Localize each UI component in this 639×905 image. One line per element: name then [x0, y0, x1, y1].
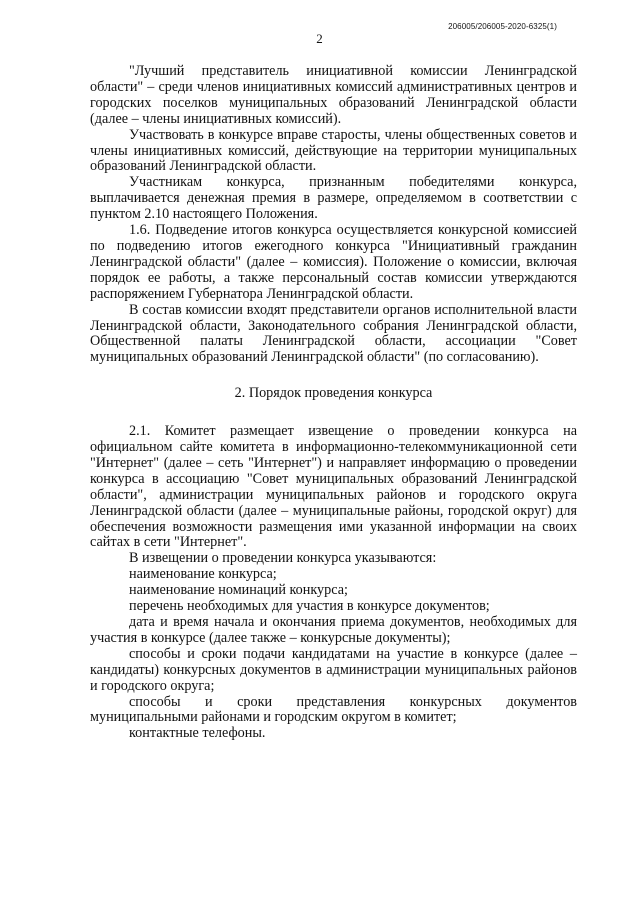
paragraph: В состав комиссии входят представители органов исполнительной власти Ленинградской области, Законодательного собрания Ленинградской области, Общественной палаты Ленинградской области, ассоциации "Совет муниципальных образований Ленинградской области" (по согласованию).	[90, 301, 577, 366]
paragraph: В извещении о проведении конкурса указываются:	[129, 550, 437, 567]
list-item: способы и сроки представления конкурсных документов муниципальными районами и городским округом в комитет;	[90, 693, 577, 726]
paragraph: Участвовать в конкурсе вправе старосты, члены общественных советов и члены инициативных комиссий, действующие на территории муниципальных образований Ленинградской области.	[90, 126, 577, 175]
list-item: перечень необходимых для участия в конкурсе документов;	[129, 598, 490, 615]
paragraph: 2.1. Комитет размещает извещение о проведении конкурса на официальном сайте комитета в информационно-телекоммуникационной сети "Интернет" (далее – сеть "Интернет") и направляет информацию о проведении конкурса в ассоциацию "Совет муниципальных образований Ленинградской области", администрации муниципальных районов и городского округа Ленинградской области (далее – муниципальные районы, городской округ) для обеспечения возможности размещения ими указанной информации на своих сайтах в сети "Интернет".	[90, 423, 577, 551]
document-body	[90, 64, 577, 742]
list-item: способы и сроки подачи кандидатами на участие в конкурсе (далее – кандидаты) конкурсных документов в администрации муниципальных районов и городского округа;	[90, 645, 577, 694]
list-item: наименование номинаций конкурса;	[129, 582, 348, 599]
paragraph: "Лучший представитель инициативной комиссии Ленинградской области" – среди членов инициативных комиссий административных центров и городских поселков муниципальных образований Ленинградской области (далее – члены инициативных комиссий).	[90, 63, 577, 127]
section-heading: 2. Порядок проведения конкурса	[234, 385, 433, 402]
paragraph: Участникам конкурса, признанным победителями конкурса, выплачивается денежная премия в размере, определяемом в соответствии с пунктом 2.10 настоящего Положения.	[90, 174, 577, 223]
list-item: наименование конкурса;	[129, 566, 277, 583]
document-id: 206005/206005-2020-6325(1)	[448, 22, 557, 31]
list-item: контактные телефоны.	[129, 725, 266, 742]
page-number: 2	[316, 31, 323, 46]
list-item: дата и время начала и окончания приема документов, необходимых для участия в конкурсе (далее также – конкурсные документы);	[90, 614, 577, 646]
paragraph: 1.6. Подведение итогов конкурса осуществляется конкурсной комиссией по подведению итогов ежегодного конкурса "Инициативный гражданин Ленинградской области" (далее – комиссия). Положение о комиссии, включая порядок ее работы, а также персональный состав комиссии утверждаются распоряжением Губернатора Ленинградской области.	[90, 222, 577, 302]
